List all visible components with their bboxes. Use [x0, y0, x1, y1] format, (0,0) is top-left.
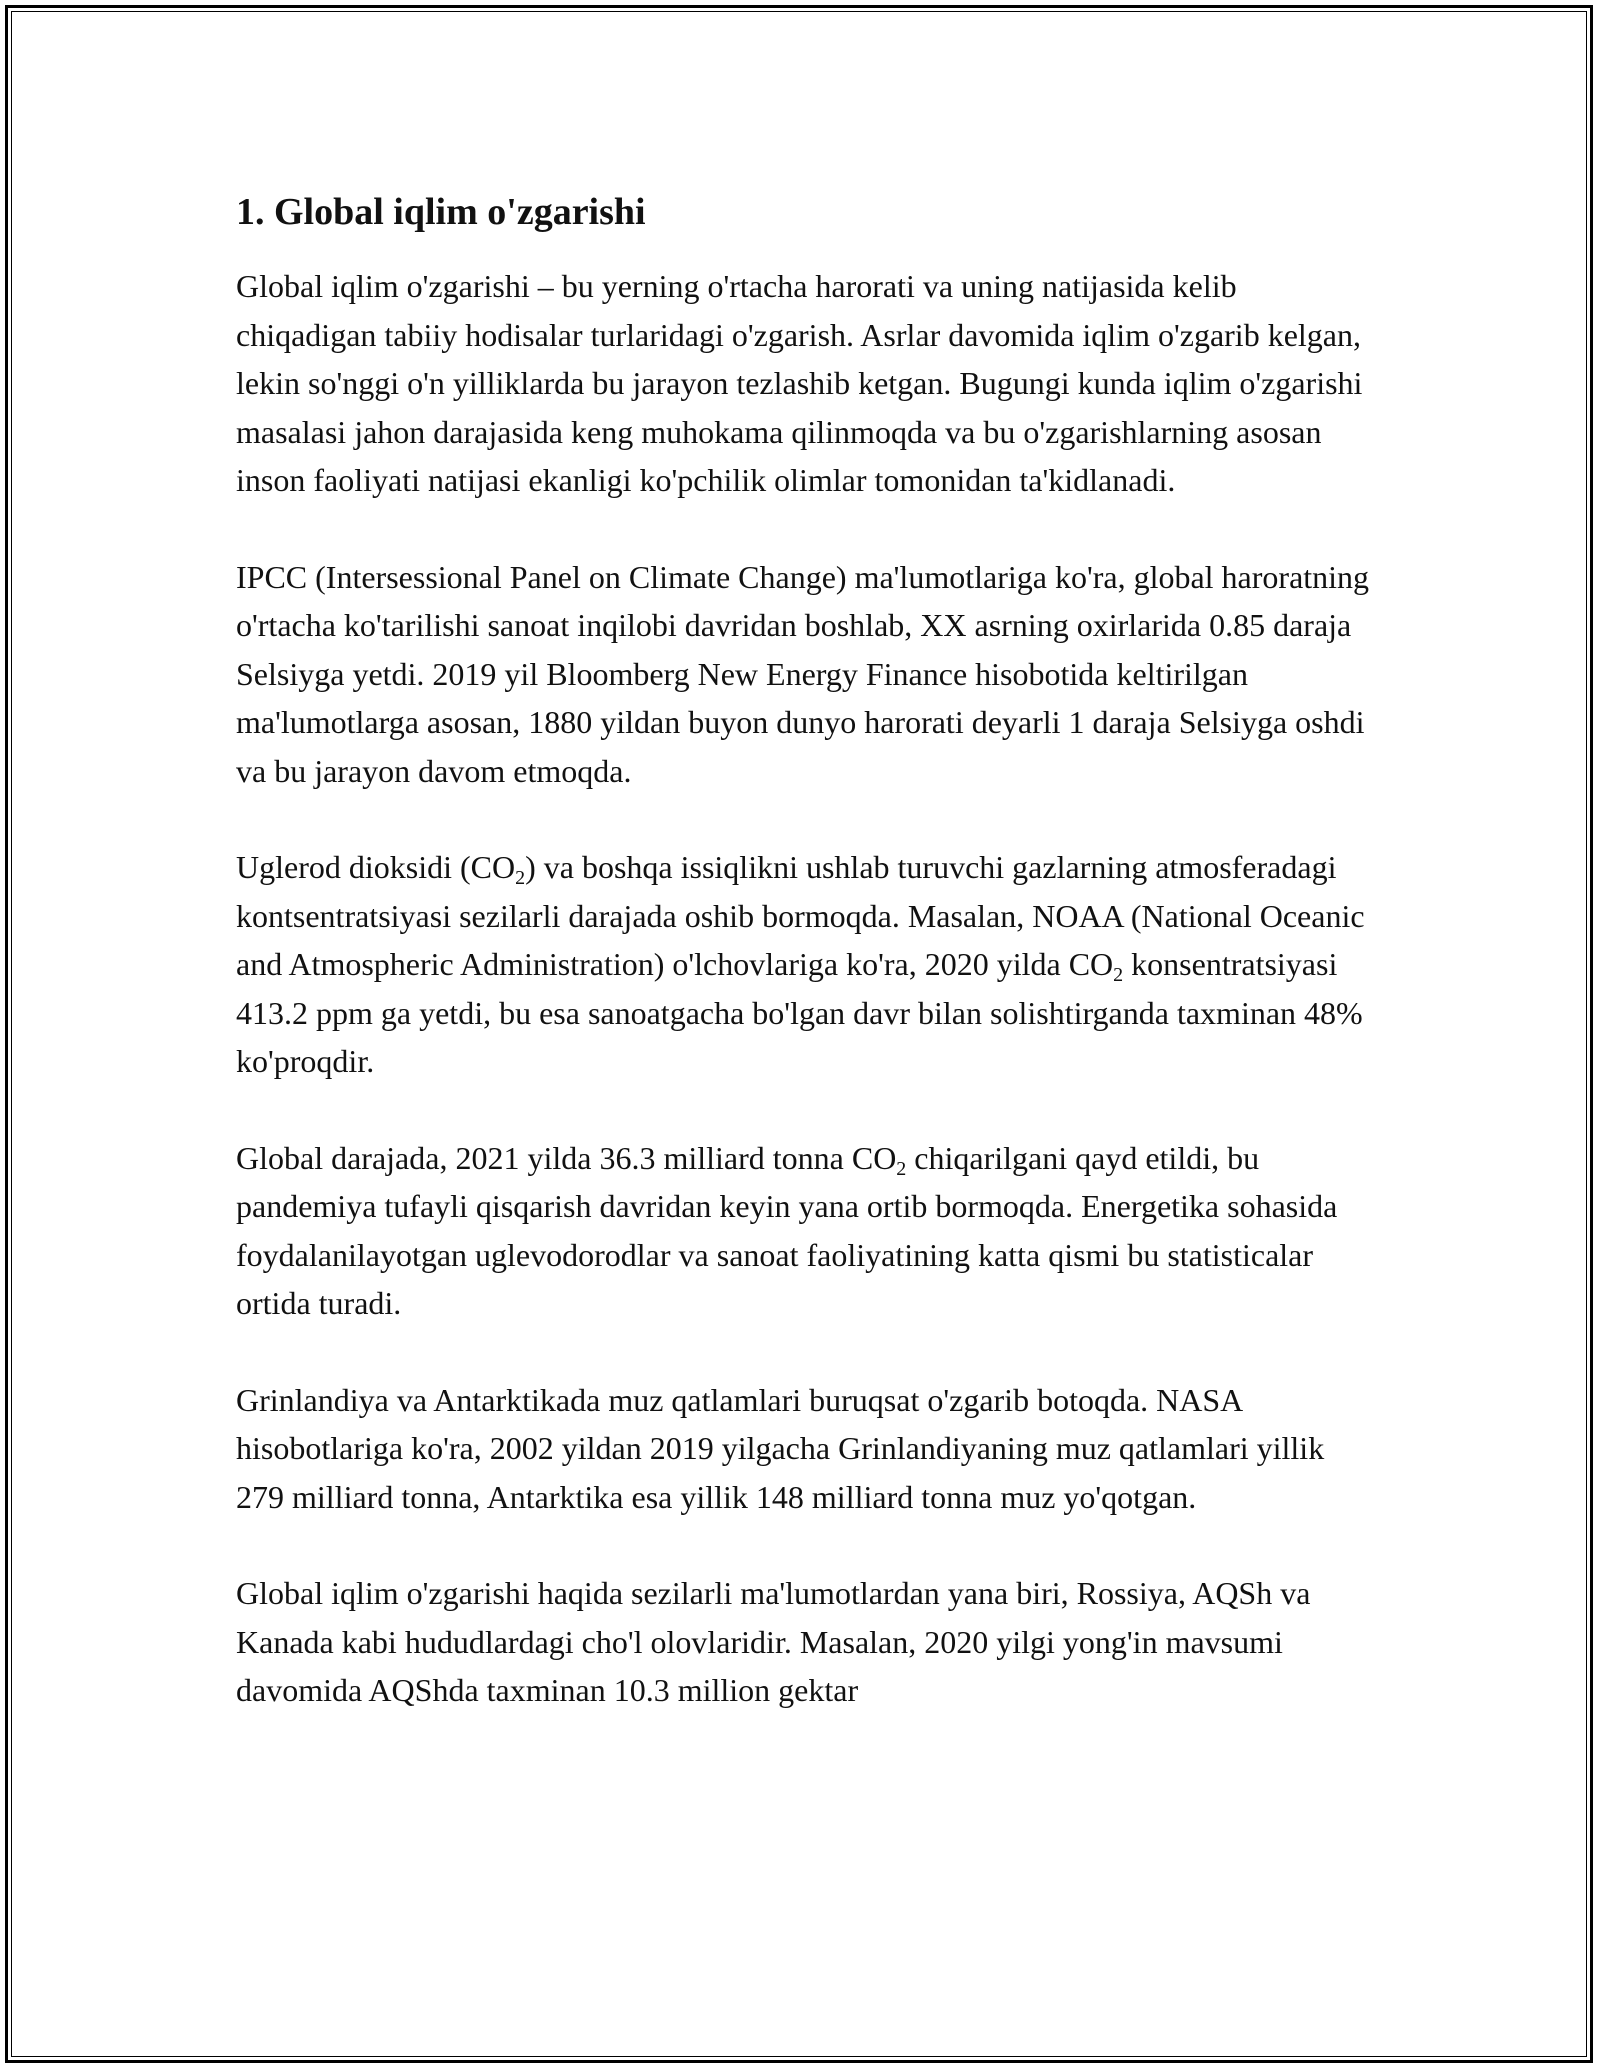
document-body: [236, 186, 1376, 1763]
paragraph-2: IPCC (Intersessional Panel on Climate Change) ma'lumotlariga ko'ra, global haroratning o'rtacha ko'tarilishi sanoat inqilobi davridan boshlab, XX asrning oxirlarida 0.85 daraja Selsiyga yetdi. 2019 yil Bloomberg New Energy Finance hisobotida keltirilgan ma'lumotlarga asosan, 1880 yildan buyon dunyo harorati deyarli 1 daraja Selsiyga oshdi va bu jarayon davom etmoqda.: [236, 558, 1370, 789]
co2-subscript: 2: [896, 1157, 907, 1180]
co2-subscript: 2: [1113, 964, 1124, 986]
paragraph-3: [236, 843, 1376, 1086]
paragraph-3-text-3: konsentratsiyasi 413.2 ppm ga yetdi, bu esa sanoatgacha bo'lgan davr bilan solishtirganda taxminan 48% ko'proqdir.: [236, 946, 1363, 1079]
paragraph-4: [236, 1134, 1376, 1328]
co2-subscript: 2: [515, 867, 526, 889]
paragraph-6: Global iqlim o'zgarishi haqida sezilarli ma'lumotlardan yana biri, Rossiya, AQSh va Kanada kabi hududlardagi cho'l olovlaridir. Masalan, 2020 yilgi yong'in mavsumi davomida AQShda taxminan 10.3 million gektar: [236, 1575, 1311, 1708]
section-heading: 1. Global iqlim o'zgarishi: [236, 191, 646, 233]
paragraph-4-text-1: Global darajada, 2021 yilda 36.3 milliard tonna CO: [236, 1139, 897, 1176]
paragraph-3-text-2: ) va boshqa issiqlikni ushlab turuvchi gazlarning atmosferadagi kontsentratsiyasi sezilarli darajada oshib bormoqda. Masalan, NOAA (National Oceanic and Atmospheric Administration) o'lchovlariga ko'ra, 2020 yilda CO: [236, 849, 1365, 982]
paragraph-1: Global iqlim o'zgarishi – bu yerning o'rtacha harorati va uning natijasida kelib chiqadigan tabiiy hodisalar turlaridagi o'zgarish. Asrlar davomida iqlim o'zgarib kelgan, lekin so'nggi o'n yilliklarda bu jarayon tezlashib ketgan. Bugungi kunda iqlim o'zgarishi masalasi jahon darajasida keng muhokama qilinmoqda va bu o'zgarishlarning asosan inson faoliyati natijasi ekanligi ko'pchilik olimlar tomonidan ta'kidlanadi.: [236, 268, 1363, 498]
paragraph-3-text-1: Uglerod dioksidi (CO: [236, 849, 516, 885]
paragraph-5: Grinlandiya va Antarktikada muz qatlamlari buruqsat o'zgarib botoqda. NASA hisobotlariga ko'ra, 2002 yildan 2019 yilgacha Grinlandiyaning muz qatlamlari yillik 279 milliard tonna, Antarktika esa yillik 148 milliard tonna muz yo'qotgan.: [236, 1381, 1325, 1515]
paragraph-4-text-2: chiqarilgani qayd etildi, bu pandemiya tufayli qisqarish davridan keyin yana ortib bormoqda. Energetika sohasida foydalanilayotgan uglevodorodlar va sanoat faoliyatining katta qismi bu statisticalar ortida turadi.: [236, 1139, 1338, 1321]
